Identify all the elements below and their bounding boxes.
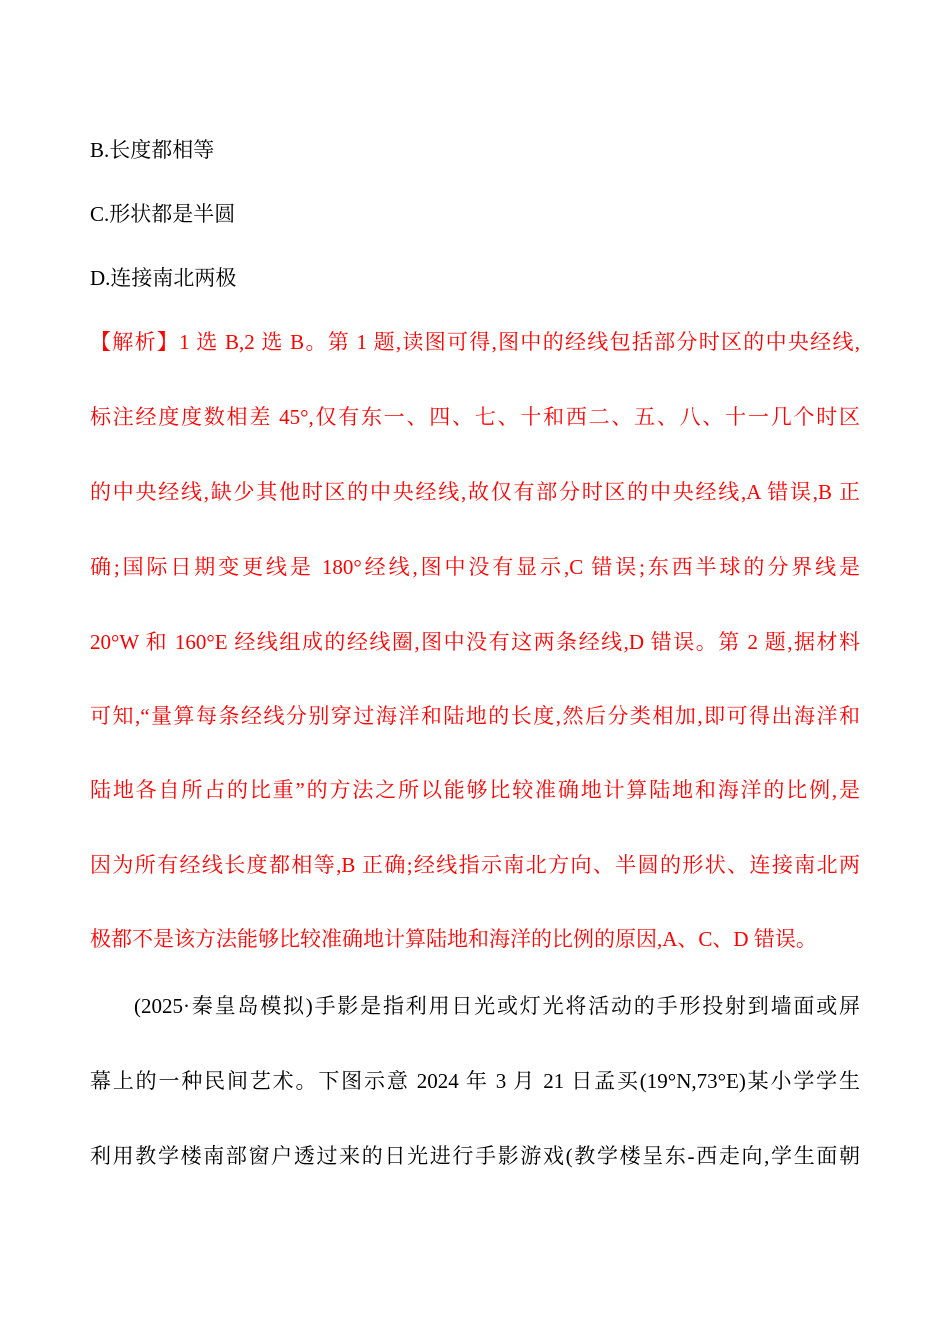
analysis-line: 的中央经线,缺少其他时区的中央经线,故仅有部分时区的中央经线,A 错误,B 正 bbox=[90, 480, 860, 504]
analysis-line: 标注经度度数相差 45°,仅有东一、四、七、十和西二、五、八、十一几个时区 bbox=[90, 405, 860, 429]
option-c: C.形状都是半圆 bbox=[90, 202, 236, 226]
question-line: 利用教学楼南部窗户透过来的日光进行手影游戏(教学楼呈东-西走向,学生面朝 bbox=[90, 1144, 860, 1168]
analysis-line: 20°W 和 160°E 经线组成的经线圈,图中没有这两条经线,D 错误。第 2 题,据材料 bbox=[90, 630, 860, 654]
question-line: 幕上的一种民间艺术。下图示意 2024 年 3 月 21 日孟买(19°N,73°E)某小学学生 bbox=[90, 1069, 860, 1093]
analysis-line: 陆地各自所占的比重”的方法之所以能够比较准确地计算陆地和海洋的比例,是 bbox=[90, 778, 860, 802]
analysis-line: 【解析】1 选 B,2 选 B。第 1 题,读图可得,图中的经线包括部分时区的中央经线, bbox=[90, 330, 860, 354]
analysis-line: 确;国际日期变更线是 180°经线,图中没有显示,C 错误;东西半球的分界线是 bbox=[90, 555, 860, 579]
question-line: (2025·秦皇岛模拟)手影是指利用日光或灯光将活动的手形投射到墙面或屏 bbox=[134, 994, 860, 1018]
analysis-line: 极都不是该方法能够比较准确地计算陆地和海洋的比例的原因,A、C、D 错误。 bbox=[90, 927, 817, 951]
option-d: D.连接南北两极 bbox=[90, 266, 237, 290]
option-b: B.长度都相等 bbox=[90, 138, 215, 162]
analysis-line: 因为所有经线长度都相等,B 正确;经线指示南北方向、半圆的形状、连接南北两 bbox=[90, 853, 860, 877]
analysis-line: 可知,“量算每条经线分别穿过海洋和陆地的长度,然后分类相加,即可得出海洋和 bbox=[90, 704, 860, 728]
